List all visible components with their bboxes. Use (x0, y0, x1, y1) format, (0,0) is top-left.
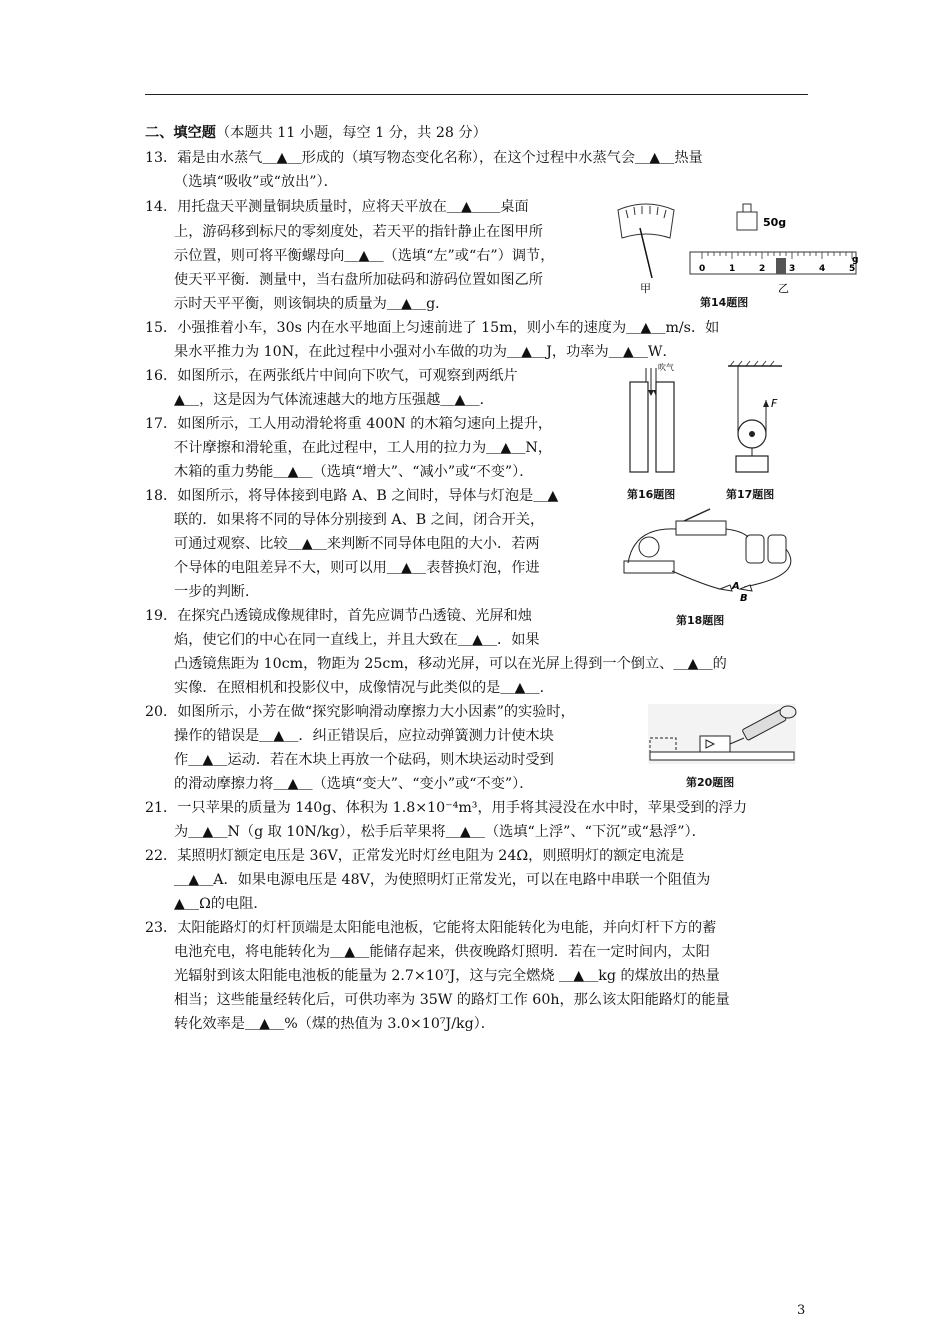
figure-16 (624, 360, 696, 478)
weight-label: 50g (763, 216, 787, 229)
q20-line-4: 的滑动摩擦力将＿▲＿（选填“变大”、“变小”或“不变”）． (174, 776, 534, 792)
q18-line-3: 可通过观察、比较＿▲＿来判断不同导体电阻的大小．若两 (174, 536, 540, 552)
q18-line-2: 联的．如果将不同的导体分别接到 A、B 之间，闭合开关， (174, 512, 545, 528)
q16-line-1: 16．如图所示，在两张纸片中间向下吹气，可观察到两纸片 (145, 368, 518, 384)
force-label: F (771, 397, 778, 410)
force-arrow (763, 400, 769, 407)
label-a: A (732, 581, 740, 592)
ruler-rider (776, 258, 786, 274)
balance-pointer (640, 228, 652, 278)
q21-line-1: 21．一只苹果的质量为 140g、体积为 1.8×10⁻⁴m³，用手将其浸没在水中时，苹果受到的浮力 (145, 800, 748, 816)
weight-50g (737, 212, 757, 230)
q15-line-2: 果水平推力为 10N，在此过程中小强对小车做的功为＿▲＿J，功率为＿▲＿W． (174, 344, 677, 360)
q17-line-1: 17．如图所示，工人用动滑轮将重 400N 的木箱匀速向上提升， (145, 416, 553, 432)
q20-line-1: 20．如图所示，小芳在做“探究影响滑动摩擦力大小因素”的实验时， (145, 704, 575, 720)
switch-knife (684, 509, 710, 521)
tick-0: 0 (699, 264, 706, 274)
tick-4: 4 (819, 264, 826, 274)
paper-left (630, 382, 648, 472)
fig20-caption: 第20题图 (686, 776, 735, 789)
paper-right (656, 382, 674, 472)
q17-line-2: 不计摩擦和滑轮重，在此过程中，工人用的拉力为＿▲＿N， (174, 440, 553, 456)
ruler-scale (690, 252, 859, 274)
q20-line-3: 作＿▲＿运动．若在木块上再放一个砝码，则木块运动时受到 (174, 752, 554, 768)
q22-line-3: ▲＿Ω的电阻． (174, 896, 268, 912)
header-rule (145, 94, 808, 95)
section-heading (145, 123, 487, 143)
tick-5: 5 (849, 264, 856, 274)
q14-line-4: 使天平平衡．测量中，当右盘所加砝码和游码位置如图乙所 (174, 272, 543, 288)
switch-base (676, 521, 726, 535)
q14-line-2: 上，游码移到标尺的零刻度处，若天平的指针静止在图甲所 (174, 224, 543, 240)
figure-17 (722, 360, 802, 480)
q19-line-4: 实像．在照相机和投影仪中，成像情况与此类似的是＿▲＿． (174, 680, 554, 696)
balance-dial (618, 204, 674, 238)
label-yi: 乙 (778, 282, 789, 295)
q22-line-2: ＿▲＿A．如果电源电压是 48V，为使照明灯正常发光，可以在电路中串联一个阻值为 (174, 872, 711, 888)
q22-line-1: 22．某照明灯额定电压是 36V，正常发光时灯丝电阻为 24Ω，则照明灯的额定电流是 (145, 848, 685, 864)
weight-knob (743, 204, 751, 212)
q20-line-2: 操作的错误是＿▲＿．纠正错误后，应拉动弹簧测力计使木块 (174, 728, 554, 744)
figure-18 (614, 505, 810, 605)
q23-line-2: 电池充电，将电能转化为＿▲＿能储存起来，供夜晚路灯照明．若在一定时间内，太阳 (174, 944, 710, 960)
board (650, 752, 794, 760)
hand (780, 706, 796, 718)
q23-line-3: 光辐射到该太阳能电池板的能量为 2.7×10⁷J，这与完全燃烧 ＿▲＿kg 的煤放出的热量 (174, 968, 720, 984)
clip-a (720, 585, 732, 591)
label-jia: 甲 (640, 282, 651, 295)
q14-line-3: 示位置，则可将平衡螺母向＿▲＿（选填“左”或“右”）调节， (174, 248, 555, 264)
section-title: 二、填空题 (145, 125, 216, 141)
bulb (639, 537, 659, 557)
label-b: B (740, 593, 748, 604)
battery-1 (746, 535, 764, 563)
lamp-base (624, 561, 674, 573)
battery-2 (768, 535, 786, 563)
fig14-caption: 第14题图 (700, 296, 749, 309)
ruler-unit: g (852, 255, 859, 265)
q23-line-4: 相当；这些能量经转化后，可供功率为 35W 的路灯工作 60h，那么该太阳能路灯的能量 (174, 992, 730, 1008)
q13-line-1: 13．霜是由水蒸气＿▲＿形成的（填写物态变化名称），在这个过程中水蒸气会＿▲＿热量 (145, 150, 703, 166)
tick-3: 3 (789, 264, 796, 274)
figure-20 (646, 698, 798, 768)
q15-line-1: 15．小强推着小车，30s 内在水平地面上匀速前进了 15m，则小车的速度为＿▲＿m/s．如 (145, 320, 720, 336)
fig18-caption: 第18题图 (676, 614, 725, 627)
wooden-box (736, 456, 768, 472)
blow-label: 吹气 (658, 363, 674, 372)
q17-line-3: 木箱的重力势能＿▲＿（选填“增大”、“减小”或“不变”）． (174, 464, 534, 480)
tick-2: 2 (759, 264, 766, 274)
clip-b (740, 585, 752, 591)
q19-line-1: 19．在探究凸透镜成像规律时，首先应调节凸透镜、光屏和烛 (145, 608, 532, 624)
pulley-axle (749, 431, 755, 437)
section-note: （本题共 11 小题，每空 1 分，共 28 分） (215, 125, 487, 141)
q14-line-5: 示时天平平衡，则该铜块的质量为＿▲＿g． (174, 296, 450, 312)
fig16-caption: 第16题图 (627, 488, 676, 501)
q13-line-2: （选填“吸收”或“放出”）． (174, 174, 338, 190)
q14-line-1: 14．用托盘天平测量铜块质量时，应将天平放在＿▲＿＿桌面 (145, 199, 529, 215)
q23-line-1: 23．太阳能路灯的灯杆顶端是太阳能电池板，它能将太阳能转化为电能，并向灯杆下方的蓄 (145, 920, 717, 936)
fig17-caption: 第17题图 (726, 488, 775, 501)
q21-line-2: 为＿▲＿N（g 取 10N/kg），松手后苹果将＿▲＿（选填“上浮”、“下沉”或“悬浮”）． (174, 824, 706, 840)
page-number: 3 (797, 1303, 806, 1318)
tick-1: 1 (729, 264, 736, 274)
q16-line-2: ▲＿，这是因为气体流速越大的地方压强越＿▲＿． (174, 392, 494, 408)
q18-line-5: 一步的判断． (174, 584, 260, 600)
wire-2 (726, 529, 748, 537)
wire-4 (672, 571, 720, 589)
q19-line-2: 焰，使它们的中心在同一直线上，并且大致在＿▲＿．如果 (174, 632, 540, 648)
q23-line-5: 转化效率是＿▲＿%（煤的热值为 3.0×10⁷J/kg）． (174, 1016, 495, 1032)
q18-line-4: 个导体的电阻差异不大，则可以用＿▲＿表替换灯泡，作进 (174, 560, 540, 576)
q19-line-3: 凸透镜焦距为 10cm，物距为 25cm，移动光屏，可以在光屏上得到一个倒立、＿▲＿的 (174, 656, 727, 672)
q18-line-1: 18．如图所示，将导体接到电路 A、B 之间时，导体与灯泡是＿▲ (145, 488, 559, 504)
